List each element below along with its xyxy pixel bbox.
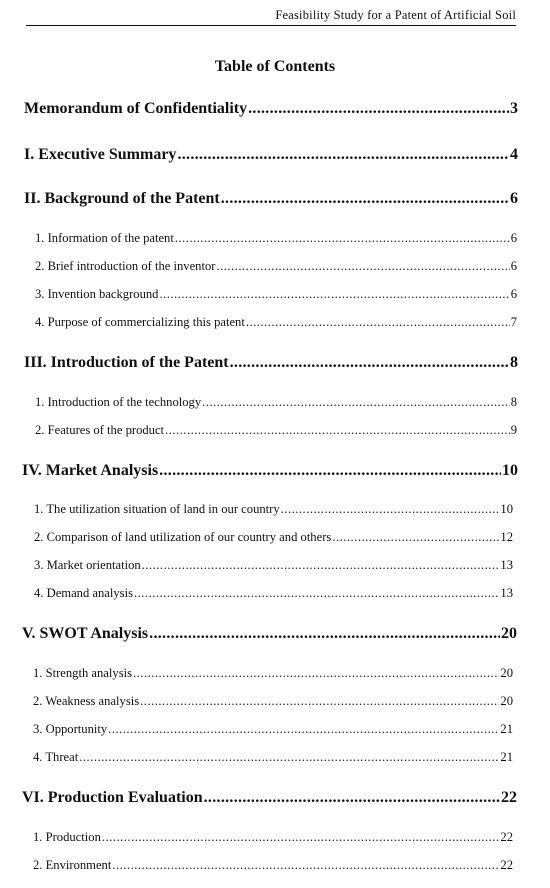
toc-entry-production-evaluation[interactable] bbox=[22, 789, 517, 807]
dot-leader bbox=[204, 789, 500, 807]
toc-entry-label: II. Background of the Patent bbox=[24, 190, 220, 207]
toc-entry-page: 8 bbox=[510, 354, 518, 371]
toc-entry-page: 20 bbox=[501, 625, 517, 642]
toc-entry-label: 2. Comparison of land utilization of our country and others bbox=[34, 530, 332, 544]
toc-entry-label: 2. Features of the product bbox=[35, 423, 165, 437]
toc-entry-market-analysis[interactable] bbox=[22, 462, 518, 480]
toc-entry-label: 1. The utilization situation of land in our country bbox=[34, 502, 280, 516]
dot-leader bbox=[175, 231, 510, 246]
toc-entry-page: 6 bbox=[510, 231, 517, 245]
toc-entry-label: IV. Market Analysis bbox=[22, 462, 159, 479]
toc-entry-page: 6 bbox=[510, 259, 517, 273]
toc-entry-information-of-patent[interactable] bbox=[35, 231, 517, 246]
dot-leader bbox=[202, 395, 510, 410]
toc-entry-swot[interactable] bbox=[22, 625, 517, 643]
dot-leader bbox=[177, 146, 509, 164]
dot-leader bbox=[281, 502, 500, 517]
toc-entry-features[interactable] bbox=[35, 423, 517, 438]
dot-leader bbox=[246, 315, 510, 330]
toc-entry-label: 2. Environment bbox=[33, 858, 112, 872]
toc-entry-land-utilization[interactable] bbox=[34, 502, 513, 517]
toc-entry-market-orientation[interactable] bbox=[34, 558, 513, 573]
toc-entry-inventor[interactable] bbox=[35, 259, 517, 274]
toc-entry-page: 21 bbox=[500, 750, 513, 764]
dot-leader bbox=[248, 100, 509, 118]
toc-entry-page: 3 bbox=[510, 100, 518, 117]
toc-entry-label: 1. Introduction of the technology bbox=[35, 395, 202, 409]
toc-entry-page: 6 bbox=[510, 287, 517, 301]
toc-entry-background[interactable] bbox=[24, 190, 518, 208]
toc-entry-technology[interactable] bbox=[35, 395, 517, 410]
toc-entry-memorandum[interactable] bbox=[24, 100, 518, 118]
toc-entry-introduction-of-patent[interactable] bbox=[24, 354, 518, 372]
toc-entry-page: 12 bbox=[500, 530, 513, 544]
toc-entry-demand-analysis[interactable] bbox=[34, 586, 513, 601]
toc-entry-production[interactable] bbox=[33, 830, 513, 845]
toc-entry-label: 1. Production bbox=[33, 830, 101, 844]
dot-leader bbox=[332, 530, 499, 545]
dot-leader bbox=[140, 694, 499, 709]
toc-entry-page: 22 bbox=[501, 789, 517, 806]
toc-entry-page: 21 bbox=[500, 722, 513, 736]
toc-entry-label: 1. Information of the patent bbox=[35, 231, 174, 245]
toc-entry-label: VI. Production Evaluation bbox=[22, 789, 203, 806]
toc-entry-label: 4. Purpose of commercializing this patent bbox=[35, 315, 245, 329]
toc-entry-strength[interactable] bbox=[33, 666, 513, 681]
dot-leader bbox=[133, 666, 499, 681]
toc-entry-environment[interactable] bbox=[33, 858, 513, 873]
toc-entry-label: 1. Strength analysis bbox=[33, 666, 132, 680]
toc-entry-label: 3. Market orientation bbox=[34, 558, 141, 572]
toc-entry-label: 3. Invention background bbox=[35, 287, 159, 301]
dot-leader bbox=[230, 354, 509, 372]
dot-leader bbox=[79, 750, 499, 765]
toc-entry-page: 13 bbox=[500, 558, 513, 572]
dot-leader bbox=[108, 722, 499, 737]
toc-entry-page: 20 bbox=[500, 694, 513, 708]
dot-leader bbox=[221, 190, 509, 208]
dot-leader bbox=[142, 558, 500, 573]
dot-leader bbox=[159, 462, 501, 480]
toc-entry-page: 7 bbox=[510, 315, 517, 329]
dot-leader bbox=[134, 586, 499, 601]
toc-entry-purpose[interactable] bbox=[35, 315, 517, 330]
toc-entry-label: V. SWOT Analysis bbox=[22, 625, 149, 642]
toc-entry-label: 4. Demand analysis bbox=[34, 586, 133, 600]
toc-entry-page: 13 bbox=[500, 586, 513, 600]
toc-entry-opportunity[interactable] bbox=[33, 722, 513, 737]
toc-entry-page: 4 bbox=[510, 146, 518, 163]
toc-entry-page: 6 bbox=[510, 190, 518, 207]
toc-entry-executive-summary[interactable] bbox=[24, 146, 518, 164]
running-header: Feasibility Study for a Patent of Artificial Soil bbox=[275, 8, 516, 22]
toc-entry-weakness[interactable] bbox=[33, 694, 513, 709]
toc-entry-label: 2. Brief introduction of the inventor bbox=[35, 259, 216, 273]
dot-leader bbox=[149, 625, 500, 643]
toc-entry-label: Memorandum of Confidentiality bbox=[24, 100, 248, 117]
toc-title: Table of Contents bbox=[214, 58, 336, 75]
toc-entry-invention-background[interactable] bbox=[35, 287, 517, 302]
toc-entry-label: 4. Threat bbox=[33, 750, 79, 764]
dot-leader bbox=[216, 259, 509, 274]
toc-entry-page: 22 bbox=[500, 830, 513, 844]
toc-entry-threat[interactable] bbox=[33, 750, 513, 765]
toc-entry-label: I. Executive Summary bbox=[24, 146, 177, 163]
dot-leader bbox=[102, 830, 500, 845]
toc-entry-page: 22 bbox=[500, 858, 513, 872]
toc-entry-page: 9 bbox=[510, 423, 517, 437]
toc-entry-page: 8 bbox=[510, 395, 517, 409]
toc-entry-comparison[interactable] bbox=[34, 530, 513, 545]
toc-entry-page: 10 bbox=[500, 502, 513, 516]
dot-leader bbox=[159, 287, 509, 302]
toc-entry-label: 3. Opportunity bbox=[33, 722, 108, 736]
toc-entry-label: 2. Weakness analysis bbox=[33, 694, 140, 708]
toc-entry-label: III. Introduction of the Patent bbox=[24, 354, 229, 371]
toc-entry-page: 20 bbox=[500, 666, 513, 680]
toc-entry-page: 10 bbox=[502, 462, 518, 479]
dot-leader bbox=[165, 423, 510, 438]
dot-leader bbox=[112, 858, 499, 873]
